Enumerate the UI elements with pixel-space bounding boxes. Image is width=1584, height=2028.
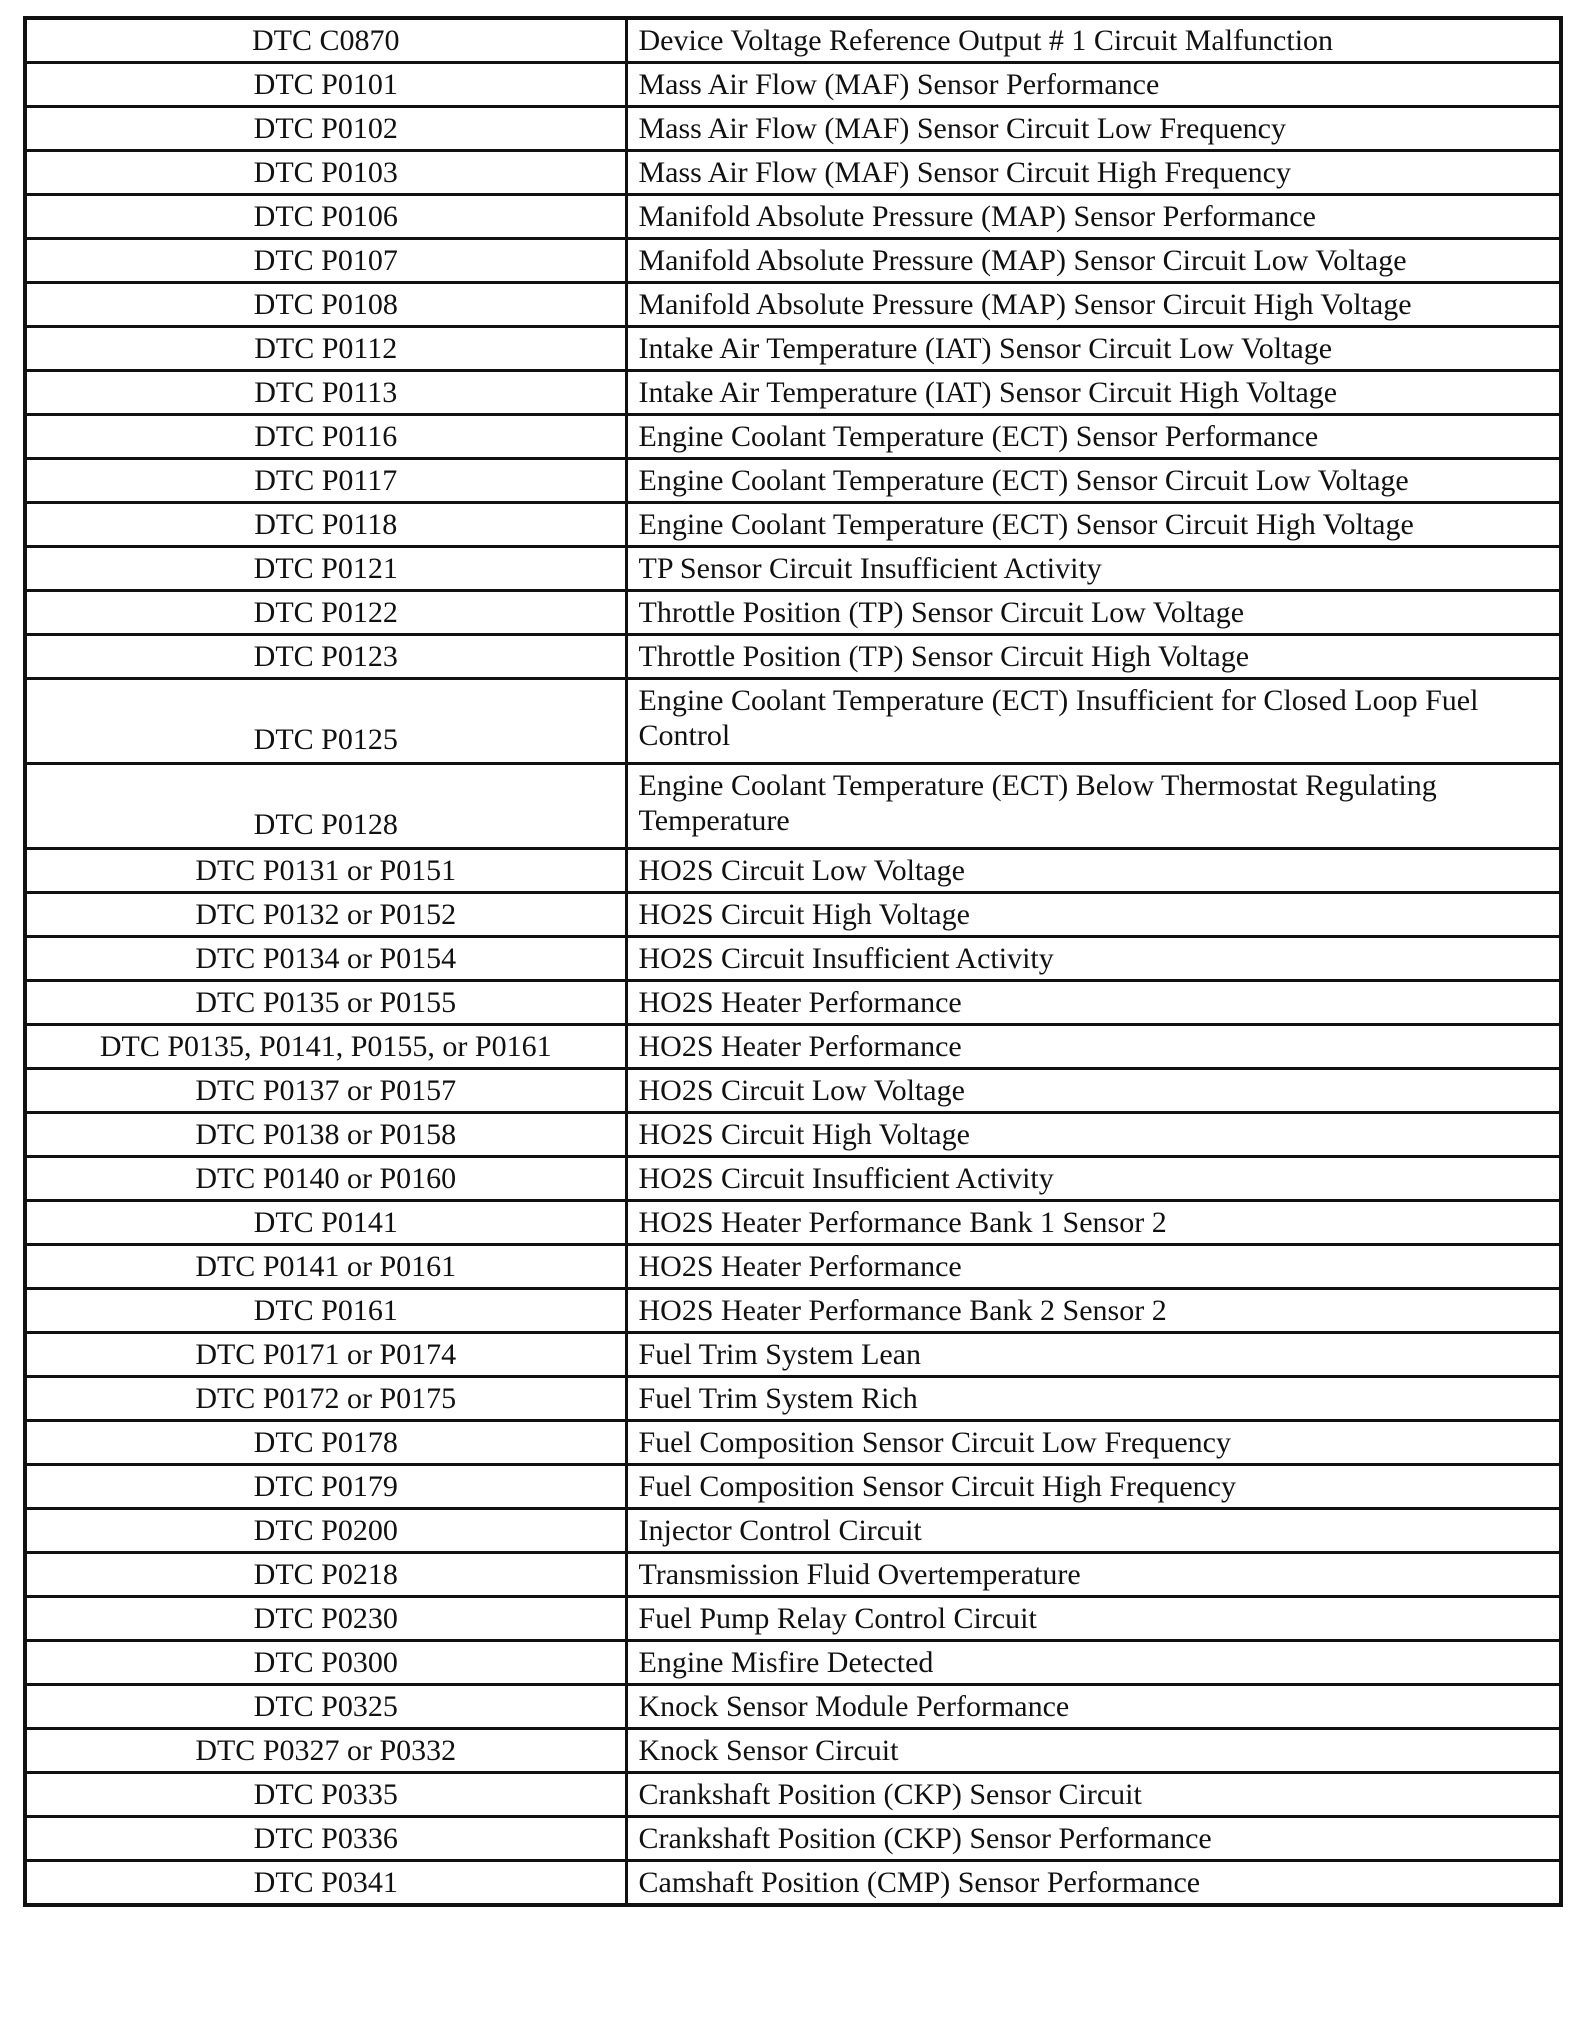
dtc-description-cell: Engine Coolant Temperature (ECT) Below Thermostat Regulating Temperature [626, 764, 1561, 849]
dtc-description-cell: HO2S Circuit High Voltage [626, 893, 1561, 937]
table-row [25, 1245, 1561, 1289]
table-row [25, 1025, 1561, 1069]
dtc-code-cell: DTC P0200 [25, 1509, 626, 1553]
dtc-code-cell: DTC P0128 [25, 764, 626, 849]
dtc-code-cell: DTC P0179 [25, 1465, 626, 1509]
dtc-code-cell: DTC P0106 [25, 195, 626, 239]
table-row [25, 1289, 1561, 1333]
dtc-code-cell: DTC P0336 [25, 1817, 626, 1861]
table-row [25, 1817, 1561, 1861]
dtc-table-container [23, 16, 1563, 1907]
table-row [25, 893, 1561, 937]
table-row [25, 1377, 1561, 1421]
dtc-code-cell: DTC P0141 or P0161 [25, 1245, 626, 1289]
dtc-description-cell: Fuel Trim System Lean [626, 1333, 1561, 1377]
table-row [25, 1333, 1561, 1377]
dtc-description-cell: Crankshaft Position (CKP) Sensor Performance [626, 1817, 1561, 1861]
dtc-code-cell: DTC P0172 or P0175 [25, 1377, 626, 1421]
table-row [25, 503, 1561, 547]
table-row [25, 635, 1561, 679]
dtc-code-cell: DTC P0325 [25, 1685, 626, 1729]
dtc-description-cell: HO2S Heater Performance Bank 2 Sensor 2 [626, 1289, 1561, 1333]
table-row [25, 1685, 1561, 1729]
table-row [25, 981, 1561, 1025]
table-row [25, 1421, 1561, 1465]
table-row [25, 1861, 1561, 1906]
dtc-description-cell: Manifold Absolute Pressure (MAP) Sensor Performance [626, 195, 1561, 239]
dtc-description-cell: Crankshaft Position (CKP) Sensor Circuit [626, 1773, 1561, 1817]
dtc-code-cell: DTC P0108 [25, 283, 626, 327]
dtc-code-cell: DTC P0300 [25, 1641, 626, 1685]
dtc-description-cell: HO2S Heater Performance [626, 981, 1561, 1025]
dtc-description-cell: Device Voltage Reference Output # 1 Circuit Malfunction [626, 18, 1561, 63]
dtc-code-cell: DTC P0113 [25, 371, 626, 415]
dtc-code-cell: DTC P0140 or P0160 [25, 1157, 626, 1201]
table-row [25, 239, 1561, 283]
dtc-description-cell: Throttle Position (TP) Sensor Circuit Low Voltage [626, 591, 1561, 635]
dtc-description-cell: Knock Sensor Circuit [626, 1729, 1561, 1773]
table-row [25, 937, 1561, 981]
table-row [25, 1773, 1561, 1817]
dtc-description-cell: HO2S Heater Performance [626, 1245, 1561, 1289]
dtc-description-cell: Manifold Absolute Pressure (MAP) Sensor Circuit High Voltage [626, 283, 1561, 327]
dtc-description-cell: HO2S Circuit Low Voltage [626, 849, 1561, 893]
dtc-code-cell: DTC P0112 [25, 327, 626, 371]
table-row [25, 195, 1561, 239]
dtc-description-cell: Mass Air Flow (MAF) Sensor Circuit High Frequency [626, 151, 1561, 195]
table-row [25, 107, 1561, 151]
table-row [25, 1069, 1561, 1113]
dtc-description-cell: Mass Air Flow (MAF) Sensor Performance [626, 63, 1561, 107]
dtc-description-cell: Fuel Trim System Rich [626, 1377, 1561, 1421]
table-row [25, 591, 1561, 635]
dtc-description-cell: Fuel Composition Sensor Circuit High Frequency [626, 1465, 1561, 1509]
dtc-code-cell: DTC P0116 [25, 415, 626, 459]
dtc-code-cell: DTC P0132 or P0152 [25, 893, 626, 937]
dtc-code-cell: DTC P0134 or P0154 [25, 937, 626, 981]
dtc-code-cell: DTC P0103 [25, 151, 626, 195]
dtc-description-cell: Engine Misfire Detected [626, 1641, 1561, 1685]
dtc-code-cell: DTC P0327 or P0332 [25, 1729, 626, 1773]
table-row [25, 327, 1561, 371]
dtc-description-cell: TP Sensor Circuit Insufficient Activity [626, 547, 1561, 591]
dtc-description-cell: Engine Coolant Temperature (ECT) Sensor Circuit Low Voltage [626, 459, 1561, 503]
dtc-description-cell: HO2S Circuit High Voltage [626, 1113, 1561, 1157]
dtc-code-cell: DTC P0135 or P0155 [25, 981, 626, 1025]
dtc-code-cell: DTC P0107 [25, 239, 626, 283]
table-row [25, 1157, 1561, 1201]
table-row [25, 1465, 1561, 1509]
dtc-description-cell: Fuel Composition Sensor Circuit Low Frequency [626, 1421, 1561, 1465]
dtc-code-cell: DTC P0125 [25, 679, 626, 764]
dtc-code-cell: DTC P0121 [25, 547, 626, 591]
dtc-code-cell: DTC P0101 [25, 63, 626, 107]
dtc-code-cell: DTC P0117 [25, 459, 626, 503]
dtc-code-cell: DTC P0230 [25, 1597, 626, 1641]
dtc-code-cell: DTC P0161 [25, 1289, 626, 1333]
dtc-code-cell: DTC P0131 or P0151 [25, 849, 626, 893]
table-row [25, 1597, 1561, 1641]
table-row [25, 18, 1561, 63]
dtc-description-cell: Mass Air Flow (MAF) Sensor Circuit Low Frequency [626, 107, 1561, 151]
table-row [25, 1553, 1561, 1597]
table-row [25, 415, 1561, 459]
table-row [25, 1113, 1561, 1157]
table-row [25, 764, 1561, 849]
dtc-code-cell: DTC P0218 [25, 1553, 626, 1597]
table-row [25, 283, 1561, 327]
dtc-code-cell: DTC P0122 [25, 591, 626, 635]
table-row [25, 63, 1561, 107]
dtc-code-cell: DTC P0135, P0141, P0155, or P0161 [25, 1025, 626, 1069]
table-row [25, 459, 1561, 503]
dtc-code-cell: DTC P0102 [25, 107, 626, 151]
dtc-description-cell: Transmission Fluid Overtemperature [626, 1553, 1561, 1597]
dtc-description-cell: Intake Air Temperature (IAT) Sensor Circuit High Voltage [626, 371, 1561, 415]
dtc-description-cell: HO2S Heater Performance Bank 1 Sensor 2 [626, 1201, 1561, 1245]
dtc-code-cell: DTC P0137 or P0157 [25, 1069, 626, 1113]
dtc-code-cell: DTC P0123 [25, 635, 626, 679]
dtc-description-cell: Throttle Position (TP) Sensor Circuit High Voltage [626, 635, 1561, 679]
table-row [25, 1201, 1561, 1245]
dtc-description-cell: Intake Air Temperature (IAT) Sensor Circuit Low Voltage [626, 327, 1561, 371]
dtc-code-cell: DTC P0341 [25, 1861, 626, 1906]
dtc-description-cell: Engine Coolant Temperature (ECT) Sensor Performance [626, 415, 1561, 459]
dtc-description-cell: HO2S Heater Performance [626, 1025, 1561, 1069]
dtc-code-cell: DTC P0171 or P0174 [25, 1333, 626, 1377]
dtc-description-cell: HO2S Circuit Low Voltage [626, 1069, 1561, 1113]
dtc-description-cell: Engine Coolant Temperature (ECT) Sensor Circuit High Voltage [626, 503, 1561, 547]
table-row [25, 1509, 1561, 1553]
table-row [25, 151, 1561, 195]
table-row [25, 849, 1561, 893]
dtc-description-cell: HO2S Circuit Insufficient Activity [626, 937, 1561, 981]
dtc-description-cell: HO2S Circuit Insufficient Activity [626, 1157, 1561, 1201]
dtc-code-cell: DTC P0141 [25, 1201, 626, 1245]
dtc-code-cell: DTC C0870 [25, 18, 626, 63]
table-row [25, 679, 1561, 764]
table-row [25, 1729, 1561, 1773]
dtc-code-cell: DTC P0178 [25, 1421, 626, 1465]
dtc-description-cell: Engine Coolant Temperature (ECT) Insufficient for Closed Loop Fuel Control [626, 679, 1561, 764]
table-row [25, 371, 1561, 415]
dtc-description-cell: Injector Control Circuit [626, 1509, 1561, 1553]
dtc-description-cell: Fuel Pump Relay Control Circuit [626, 1597, 1561, 1641]
dtc-description-cell: Knock Sensor Module Performance [626, 1685, 1561, 1729]
table-row [25, 1641, 1561, 1685]
dtc-code-cell: DTC P0335 [25, 1773, 626, 1817]
dtc-description-cell: Camshaft Position (CMP) Sensor Performance [626, 1861, 1561, 1906]
dtc-table-body [25, 18, 1561, 1905]
dtc-description-cell: Manifold Absolute Pressure (MAP) Sensor Circuit Low Voltage [626, 239, 1561, 283]
dtc-code-cell: DTC P0138 or P0158 [25, 1113, 626, 1157]
dtc-table [23, 16, 1563, 1907]
dtc-code-cell: DTC P0118 [25, 503, 626, 547]
table-row [25, 547, 1561, 591]
